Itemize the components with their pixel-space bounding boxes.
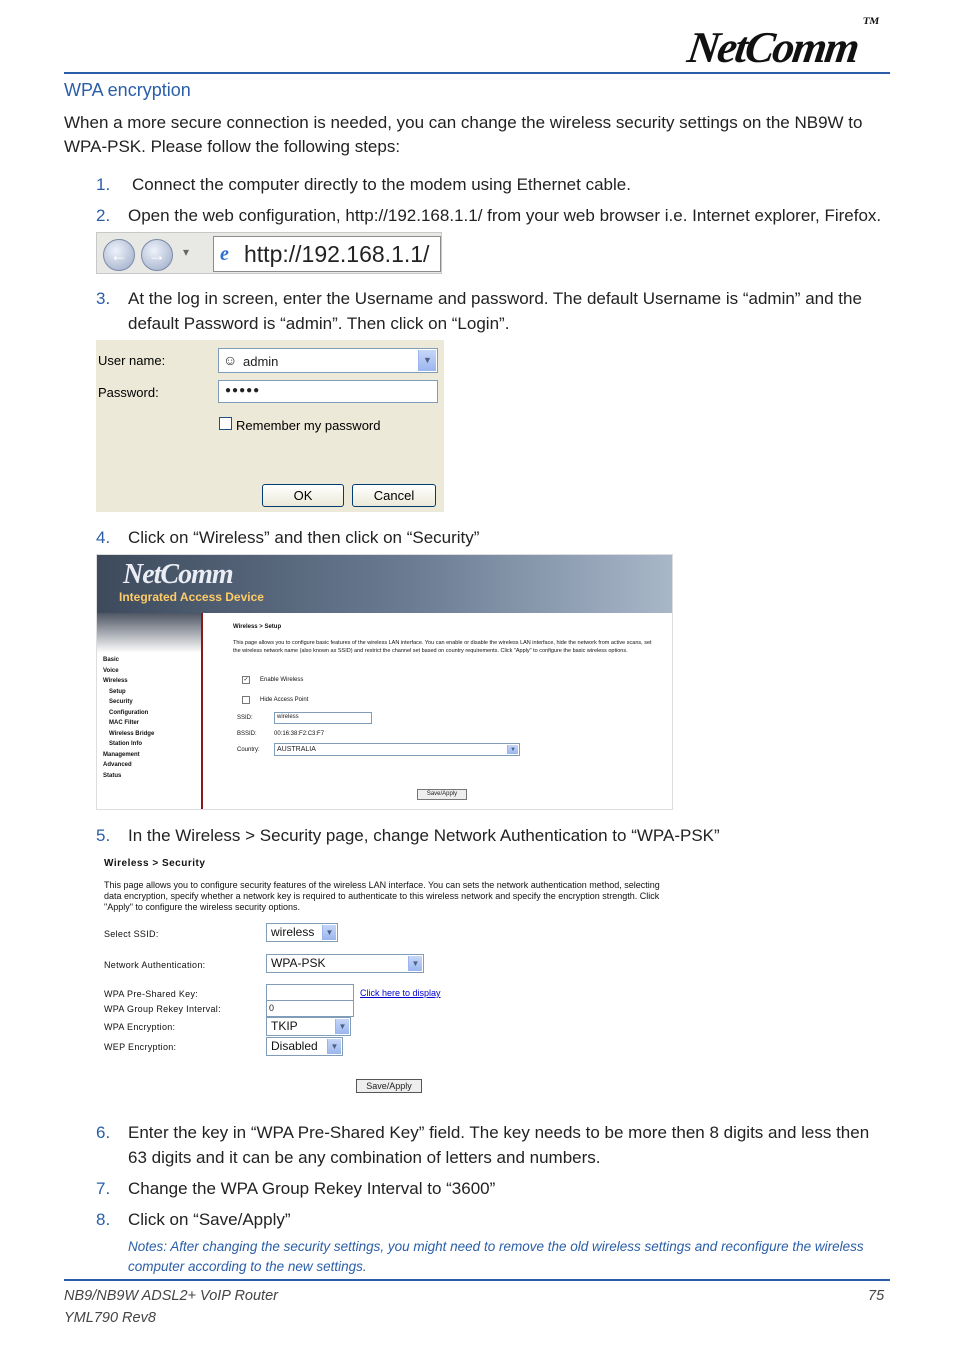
step-text: Change the WPA Group Rekey Interval to “3600”	[128, 1179, 496, 1198]
step-number: 7.	[96, 1179, 111, 1198]
menu-item-security[interactable]: Security	[109, 699, 133, 705]
wep-encryption-value: Disabled	[271, 1039, 318, 1053]
psk-label: WPA Pre-Shared Key:	[104, 989, 199, 999]
security-title: Wireless > Security	[104, 858, 206, 869]
url-text: http://192.168.1.1/	[244, 241, 430, 267]
login-dialog	[96, 340, 444, 512]
remember-checkbox[interactable]	[219, 417, 232, 430]
chevron-down-icon[interactable]: ▼	[408, 956, 422, 971]
menu-item-configuration[interactable]: Configuration	[109, 709, 149, 716]
menu-item-wireless-bridge[interactable]: Wireless Bridge	[109, 730, 155, 737]
enable-wireless-checkbox[interactable]: ✓	[243, 677, 249, 683]
select-ssid-value: wireless	[271, 925, 315, 939]
footer-rule	[64, 1279, 890, 1281]
note-text: Notes: After changing the security settings, you might need to remove the old wireless settings and reconfigure the wireless computer according to the new settings.	[128, 1239, 864, 1274]
wpa-encryption-value: TKIP	[271, 1019, 298, 1033]
step-text: In the Wireless > Security page, change Network Authentication to “WPA-PSK”	[128, 826, 720, 845]
menu-item-station-info[interactable]: Station Info	[109, 741, 142, 747]
router-breadcrumb: Wireless > Setup	[233, 624, 282, 630]
router-description: This page allows you to configure basic features of the wireless LAN interface. You can enable or disable the wireless LAN interface, hide the network from active scans, set the wireless network name (also known as SSID) and restrict the channel set based on country requirements. Click "Apply" to configure the basic wireless options.	[233, 640, 652, 654]
ssid-input[interactable]: wireless	[274, 712, 372, 724]
intro-paragraph: When a more secure connection is needed, you can change the wireless security settings on the NB9W to WPA-PSK. Please follow the following steps:	[64, 113, 863, 156]
chevron-down-icon[interactable]: ▼	[335, 1019, 349, 1034]
step-number: 5.	[96, 826, 111, 845]
wep-encryption-dropdown[interactable]	[266, 1037, 343, 1056]
logo-text: NetComm	[684, 23, 861, 72]
router-main	[233, 623, 663, 655]
rekey-label: WPA Group Rekey Interval:	[104, 1004, 221, 1014]
footer-revision: YML790 Rev8	[64, 1310, 156, 1326]
username-label: User name:	[98, 353, 166, 368]
netcomm-logo	[684, 16, 880, 73]
select-ssid-label: Select SSID:	[104, 929, 159, 939]
router-menu	[103, 655, 154, 781]
display-key-link[interactable]: Click here to display	[360, 988, 441, 998]
network-auth-label: Network Authentication:	[104, 960, 206, 970]
password-field[interactable]	[218, 380, 438, 403]
step-number: 6.	[96, 1123, 111, 1142]
browser-address-bar	[96, 232, 442, 274]
trademark: TM	[862, 16, 880, 28]
chevron-down-icon[interactable]: ▼	[418, 350, 436, 371]
country-select[interactable]	[274, 743, 520, 756]
chevron-down-icon[interactable]: ▼	[322, 925, 336, 940]
network-auth-value: WPA-PSK	[271, 956, 326, 970]
wpa-encryption-dropdown[interactable]	[266, 1017, 351, 1036]
password-label: Password:	[98, 385, 159, 400]
select-ssid-dropdown[interactable]	[266, 923, 338, 942]
router-header	[97, 555, 673, 613]
ie-page-icon: e	[220, 243, 229, 265]
hide-ap-label: Hide Access Point	[260, 697, 309, 703]
security-description: This page allows you to configure security features of the wireless LAN interface. You can sets the network authentication method, selecting data encryption, specify whether a network key is required to authenticate to this wireless network and specify the encryption strength. Click "Apply" to configure the wireless security options.	[104, 880, 660, 912]
menu-item-management[interactable]: Management	[103, 751, 140, 758]
menu-item-status[interactable]: Status	[103, 772, 122, 779]
username-field[interactable]	[218, 348, 438, 373]
remember-label: Remember my password	[236, 418, 381, 433]
bssid-label: BSSID:	[237, 731, 257, 737]
network-auth-dropdown[interactable]	[266, 954, 424, 973]
menu-item-advanced[interactable]: Advanced	[103, 762, 132, 768]
psk-input[interactable]	[266, 984, 354, 1001]
rekey-input[interactable]: 0	[266, 1000, 354, 1017]
chevron-down-icon[interactable]: ▼	[327, 1039, 341, 1054]
header-rule	[64, 72, 890, 74]
back-icon[interactable]: ←	[103, 239, 135, 271]
menu-item-voice[interactable]: Voice	[103, 667, 119, 674]
enable-wireless-label: Enable Wireless	[260, 677, 304, 683]
forward-icon[interactable]: →	[141, 239, 173, 271]
router-subtitle: Integrated Access Device	[119, 590, 264, 604]
section-title: WPA encryption	[64, 80, 191, 100]
step-text: At the log in screen, enter the Username and password. The default Username is “admin” and the default Password is “admin”. Then click on “Login”.	[128, 289, 862, 333]
step-number: 1.	[96, 175, 111, 194]
menu-item-setup[interactable]: Setup	[109, 688, 126, 695]
step-number: 8.	[96, 1210, 111, 1229]
wireless-security-screenshot	[96, 852, 676, 1102]
security-save-apply-button[interactable]: Save/Apply	[356, 1079, 422, 1093]
url-input[interactable]	[213, 236, 441, 272]
username-value: admin	[243, 354, 279, 369]
step-number: 3.	[96, 289, 111, 308]
router-setup-screenshot	[96, 554, 673, 810]
router-logo: NetComm	[123, 559, 233, 590]
wpa-encryption-label: WPA Encryption:	[104, 1022, 176, 1032]
wep-encryption-label: WEP Encryption:	[104, 1042, 177, 1052]
chevron-down-icon[interactable]: ▼	[507, 745, 518, 754]
bssid-value: 00:16:38:F2:C3:F7	[274, 731, 325, 737]
step-number: 2.	[96, 206, 111, 225]
step-text: Enter the key in “WPA Pre-Shared Key” field. The key needs to be more then 8 digits and less then 63 digits and it can be any combination of letters and numbers.	[128, 1123, 870, 1167]
menu-item-wireless[interactable]: Wireless	[103, 678, 128, 684]
ssid-label: SSID:	[237, 715, 253, 721]
step-number: 4.	[96, 528, 111, 547]
step-text: Connect the computer directly to the modem using Ethernet cable.	[132, 175, 631, 194]
country-label: Country:	[237, 747, 260, 753]
footer-product: NB9/NB9W ADSL2+ VoIP Router	[64, 1288, 278, 1304]
user-icon: ☺	[223, 352, 238, 368]
menu-item-mac-filter[interactable]: MAC Filter	[109, 720, 139, 726]
step-text: Click on “Save/Apply”	[128, 1210, 291, 1229]
hide-ap-checkbox[interactable]	[242, 696, 250, 704]
router-sidebar	[97, 613, 201, 810]
country-value: AUSTRALIA	[277, 746, 316, 753]
sidebar-divider	[201, 613, 203, 810]
menu-item-basic[interactable]: Basic	[103, 657, 120, 663]
history-dropdown-icon[interactable]: ▾	[183, 245, 190, 259]
password-value: ●●●●●	[225, 385, 261, 396]
step-text: Open the web configuration, http://192.168.1.1/ from your web browser i.e. Internet explorer, Firefox.	[128, 206, 882, 225]
step-text: Click on “Wireless” and then click on “Security”	[128, 528, 480, 547]
ok-button[interactable]: OK	[262, 484, 344, 507]
router-save-apply-button[interactable]: Save/Apply	[417, 789, 467, 800]
page-number: 75	[868, 1288, 885, 1304]
cancel-button[interactable]: Cancel	[352, 484, 436, 507]
